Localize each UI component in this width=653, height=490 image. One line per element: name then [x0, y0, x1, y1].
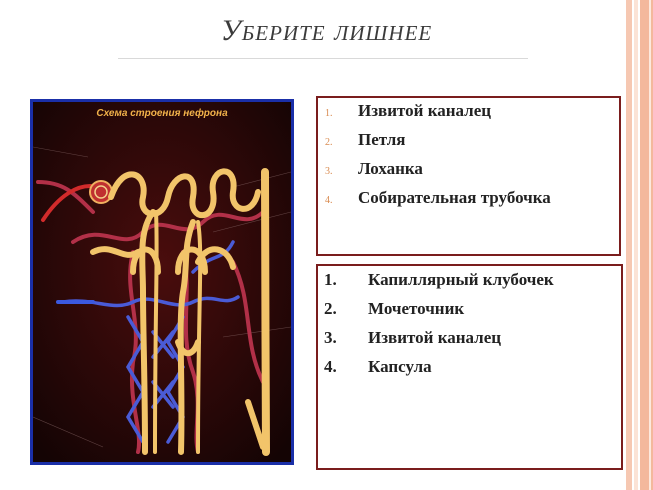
list-item-number: 4. — [325, 195, 333, 206]
image-caption: Схема строения нефрона — [96, 108, 228, 119]
list-item-text: Собирательная трубочка — [358, 188, 551, 207]
list-item — [318, 299, 621, 328]
answer-box-2 — [316, 264, 623, 470]
list-item-text: Мочеточник — [368, 299, 465, 318]
title-divider — [118, 58, 528, 59]
nephron-diagram — [33, 102, 291, 462]
list-item — [318, 159, 619, 188]
list-item-number: 1. — [325, 108, 333, 119]
list-item — [318, 101, 619, 130]
list-item-number: 4. — [324, 357, 337, 376]
list-item-text: Извитой каналец — [358, 101, 492, 120]
list-item-number: 2. — [324, 299, 337, 318]
list-item — [318, 357, 621, 386]
decor-stripe — [649, 0, 651, 490]
decor-stripe — [640, 0, 653, 490]
list-item — [318, 328, 621, 357]
list-item-number: 3. — [324, 328, 337, 347]
list-item — [318, 188, 619, 217]
list-item-text: Капиллярный клубочек — [368, 270, 554, 289]
list-item-text: Лоханка — [358, 159, 423, 178]
list-item — [318, 130, 619, 159]
list-item-number: 3. — [325, 166, 333, 177]
decor-stripe — [626, 0, 632, 490]
list-item-text: Капсула — [368, 357, 432, 376]
answer-box-1 — [316, 96, 621, 256]
list-item-number: 1. — [324, 270, 337, 289]
list-item — [318, 270, 621, 299]
list-item-text: Извитой каналец — [368, 328, 502, 347]
list-2 — [318, 266, 621, 386]
list-item-text: Петля — [358, 130, 406, 149]
list-1 — [318, 98, 619, 217]
slide-title: Уберите лишнее — [220, 14, 433, 47]
decor-stripe — [634, 0, 638, 490]
nephron-image — [30, 99, 294, 465]
list-item-number: 2. — [325, 137, 333, 148]
